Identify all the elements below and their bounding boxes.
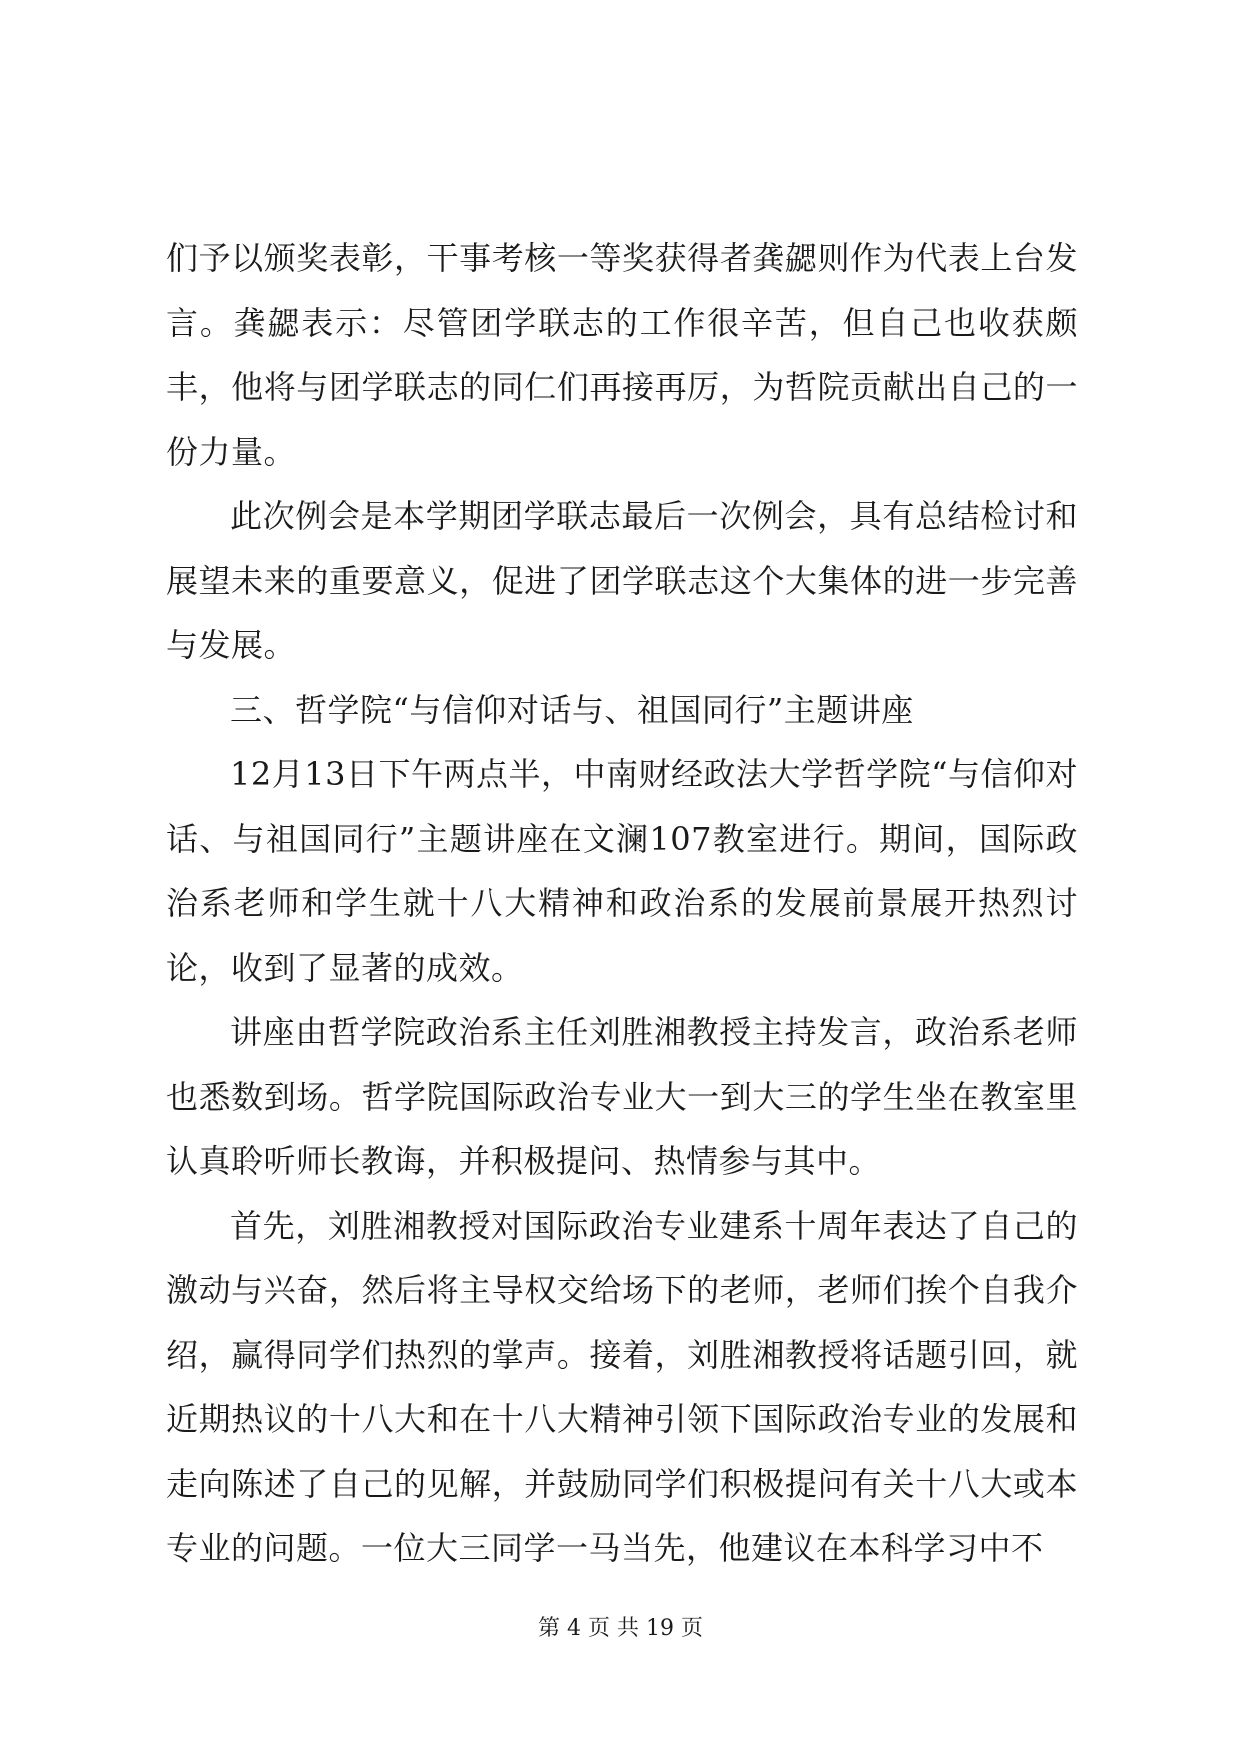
paragraph-lecture-intro: 12月13日下午两点半，中南财经政法大学哲学院“与信仰对话、与祖国同行”主题讲座在文澜107教室进行。期间，国际政治系老师和学生就十八大精神和政治系的发展前景展开热烈讨论，收到了显著的成效。 [166, 755, 1078, 987]
paragraph-meeting-summary: 此次例会是本学期团学联志最后一次例会，具有总结检讨和展望未来的重要意义，促进了团学联志这个大集体的进一步完善与发展。 [166, 497, 1078, 664]
document-body [166, 226, 1078, 1581]
page-number-footer: 第 4 页 共 19 页 [538, 1616, 703, 1641]
paragraph-awards: 们予以颁奖表彰，干事考核一等奖获得者龚勰则作为代表上台发言。龚勰表示：尽管团学联志的工作很辛苦，但自己也收获颇丰，他将与团学联志的同仁们再接再厉，为哲院贡献出自己的一份力量。 [166, 239, 1078, 471]
section-heading-lecture: 三、哲学院“与信仰对话与、祖国同行”主题讲座 [230, 690, 914, 729]
paragraph-lecture-host: 讲座由哲学院政治系主任刘胜湘教授主持发言，政治系老师也悉数到场。哲学院国际政治专业大一到大三的学生坐在教室里认真聆听师长教诲，并积极提问、热情参与其中。 [166, 1013, 1078, 1180]
paragraph-lecture-details: 首先，刘胜湘教授对国际政治专业建系十周年表达了自己的激动与兴奋，然后将主导权交给场下的老师，老师们挨个自我介绍，赢得同学们热烈的掌声。接着，刘胜湘教授将话题引回，就近期热议的十八大和在十八大精神引领下国际政治专业的发展和走向陈述了自己的见解，并鼓励同学们积极提问有关十八大或本专业的问题。一位大三同学一马当先，他建议在本科学习中不 [166, 1206, 1078, 1567]
